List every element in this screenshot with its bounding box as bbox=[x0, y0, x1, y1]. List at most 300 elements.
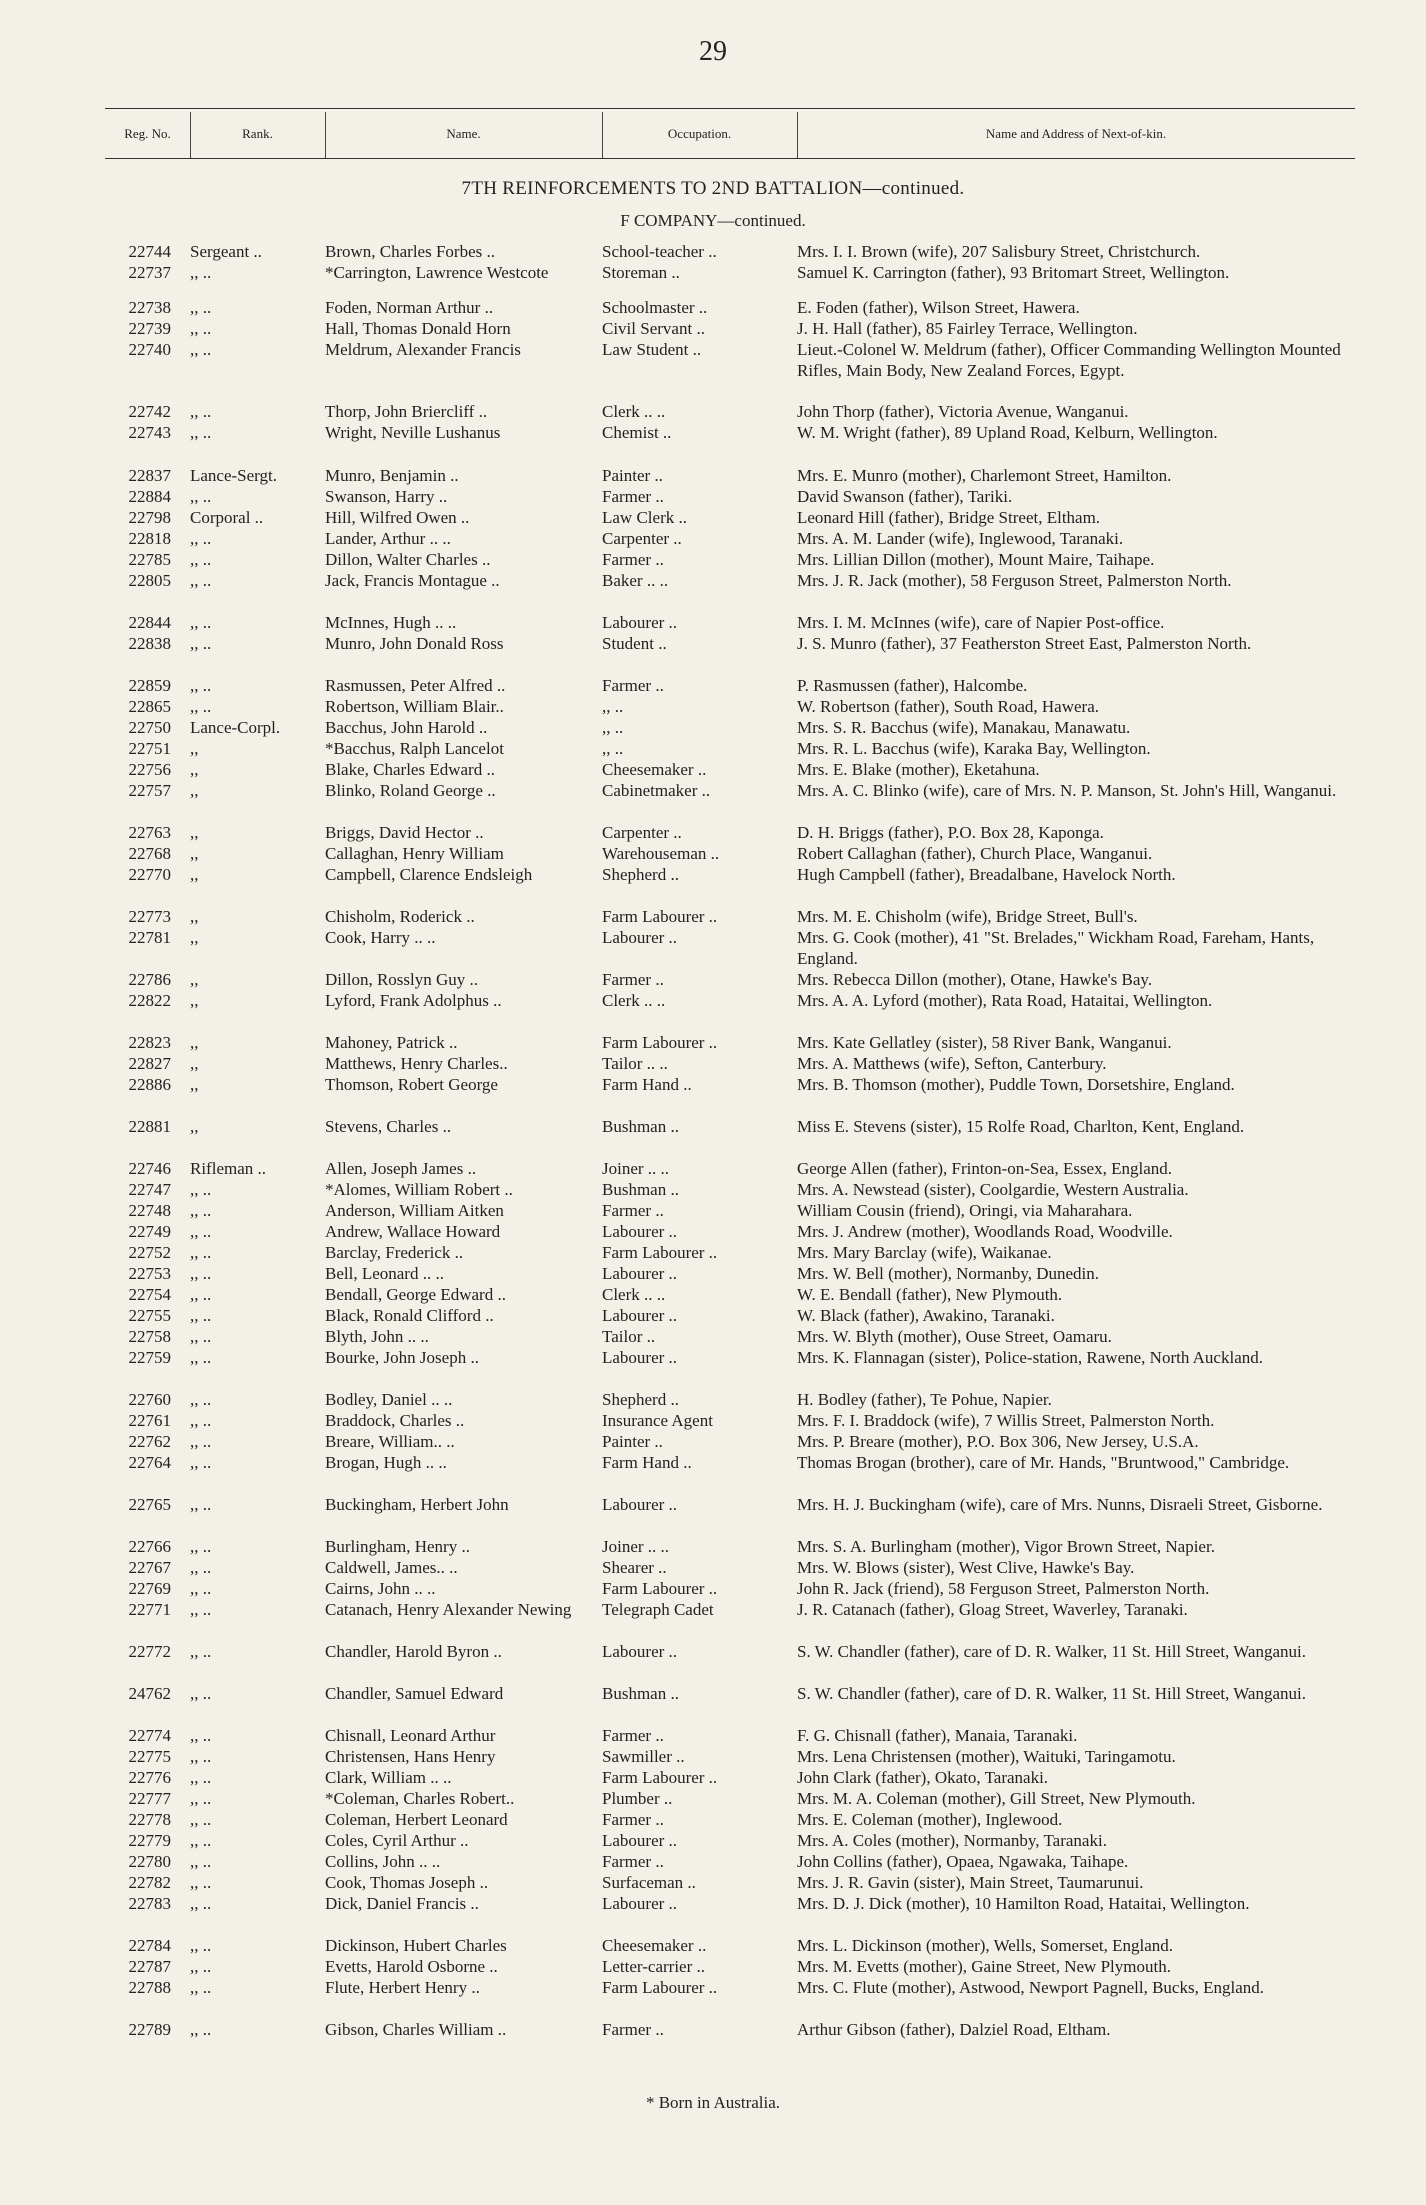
cell-name: Bourke, John Joseph .. bbox=[325, 1348, 479, 1367]
cell-occupation: Labourer .. bbox=[602, 1495, 678, 1514]
cell-name: Allen, Joseph James .. bbox=[325, 1159, 477, 1178]
cell-name: Thomson, Robert George bbox=[325, 1075, 498, 1094]
cell-next-of-kin: Leonard Hill (father), Bridge Street, Eltham. bbox=[797, 508, 1101, 527]
cell-reg: 22743 bbox=[128, 423, 171, 442]
cell-next-of-kin: Mrs. Kate Gellatley (sister), 58 River Bank, Wanganui. bbox=[797, 1033, 1172, 1052]
cell-next-of-kin: Mrs. C. Flute (mother), Astwood, Newport Pagnell, Bucks, England. bbox=[797, 1978, 1264, 1997]
cell-rank: ,, .. bbox=[190, 1957, 212, 1976]
cell-occupation: Farm Labourer .. bbox=[602, 1978, 718, 1997]
cell-name: Collins, John .. .. bbox=[325, 1852, 441, 1871]
cell-rank: Lance-Sergt. bbox=[190, 466, 278, 485]
cell-next-of-kin: Mrs. M. Evetts (mother), Gaine Street, New Plymouth. bbox=[797, 1957, 1171, 1976]
cell-occupation: Sawmiller .. bbox=[602, 1747, 685, 1766]
cell-occupation: Farm Labourer .. bbox=[602, 1033, 718, 1052]
cell-name: Burlingham, Henry .. bbox=[325, 1537, 470, 1556]
cell-name: Cairns, John .. .. bbox=[325, 1579, 436, 1598]
cell-name: Buckingham, Herbert John bbox=[325, 1495, 509, 1514]
cell-reg: 22768 bbox=[128, 844, 171, 863]
cell-reg: 22786 bbox=[128, 970, 171, 989]
cell-rank: ,, bbox=[190, 739, 199, 758]
column-header-reg-no: Reg. No. bbox=[124, 126, 171, 141]
cell-name: Meldrum, Alexander Francis bbox=[325, 340, 521, 359]
cell-next-of-kin: William Cousin (friend), Oringi, via Maharahara. bbox=[797, 1201, 1133, 1220]
cell-occupation: Farmer .. bbox=[602, 1810, 664, 1829]
cell-name: Breare, William.. .. bbox=[325, 1432, 455, 1451]
cell-reg: 22805 bbox=[128, 571, 171, 590]
cell-rank: ,, .. bbox=[190, 571, 212, 590]
cell-next-of-kin: Mrs. P. Breare (mother), P.O. Box 306, New Jersey, U.S.A. bbox=[797, 1432, 1199, 1451]
cell-rank: ,, bbox=[190, 760, 199, 779]
cell-reg: 22783 bbox=[128, 1894, 171, 1913]
cell-rank: ,, bbox=[190, 970, 199, 989]
cell-occupation: Farmer .. bbox=[602, 1201, 664, 1220]
cell-rank: Corporal .. bbox=[190, 508, 264, 527]
cell-occupation: Warehouseman .. bbox=[602, 844, 720, 863]
cell-occupation: Surfaceman .. bbox=[602, 1873, 696, 1892]
cell-next-of-kin: Mrs. Rebecca Dillon (mother), Otane, Hawke's Bay. bbox=[797, 970, 1153, 989]
cell-rank: ,, .. bbox=[190, 1810, 212, 1829]
cell-reg: 22818 bbox=[128, 529, 171, 548]
cell-occupation: Farm Labourer .. bbox=[602, 1579, 718, 1598]
cell-rank: ,, .. bbox=[190, 1831, 212, 1850]
cell-next-of-kin: S. W. Chandler (father), care of D. R. Walker, 11 St. Hill Street, Wanganui. bbox=[797, 1684, 1306, 1703]
cell-name: Munro, John Donald Ross bbox=[325, 634, 504, 653]
cell-next-of-kin: Mrs. K. Flannagan (sister), Police-station, Rawene, North Auckland. bbox=[797, 1348, 1263, 1367]
footnote: * Born in Australia. bbox=[645, 2093, 781, 2112]
cell-reg: 22760 bbox=[128, 1390, 171, 1409]
cell-occupation: Schoolmaster .. bbox=[602, 298, 708, 317]
cell-name: Blinko, Roland George .. bbox=[325, 781, 496, 800]
cell-name: Brogan, Hugh .. .. bbox=[325, 1453, 447, 1472]
cell-occupation: Storeman .. bbox=[602, 263, 680, 282]
cell-reg: 22837 bbox=[128, 466, 171, 485]
cell-rank: ,, .. bbox=[190, 2020, 212, 2039]
cell-next-of-kin: Mrs. J. R. Gavin (sister), Main Street, Taumarunui. bbox=[797, 1873, 1144, 1892]
cell-rank: ,, .. bbox=[190, 529, 212, 548]
cell-occupation: Tailor .. bbox=[602, 1327, 656, 1346]
cell-rank: ,, bbox=[190, 865, 199, 884]
cell-name: Rasmussen, Peter Alfred .. bbox=[325, 676, 506, 695]
cell-name: Swanson, Harry .. bbox=[325, 487, 448, 506]
cell-reg: 22881 bbox=[128, 1117, 171, 1136]
cell-name: *Coleman, Charles Robert.. bbox=[325, 1789, 515, 1808]
cell-next-of-kin: D. H. Briggs (father), P.O. Box 28, Kaponga. bbox=[797, 823, 1104, 842]
cell-rank: ,, .. bbox=[190, 1978, 212, 1997]
cell-occupation: Farmer .. bbox=[602, 970, 664, 989]
cell-name: Thorp, John Briercliff .. bbox=[325, 402, 488, 421]
cell-name: Wright, Neville Lushanus bbox=[325, 423, 501, 442]
cell-next-of-kin: Mrs. Lillian Dillon (mother), Mount Maire, Taihape. bbox=[797, 550, 1155, 569]
cell-reg: 22737 bbox=[128, 263, 171, 282]
cell-occupation: Farm Hand .. bbox=[602, 1075, 692, 1094]
cell-rank: ,, .. bbox=[190, 1222, 212, 1241]
column-header-rank: Rank. bbox=[242, 126, 273, 141]
cell-next-of-kin: Mrs. M. E. Chisholm (wife), Bridge Street, Bull's. bbox=[797, 907, 1138, 926]
cell-rank: ,, .. bbox=[190, 298, 212, 317]
cell-name: Christensen, Hans Henry bbox=[325, 1747, 496, 1766]
cell-name: Stevens, Charles .. bbox=[325, 1117, 452, 1136]
cell-reg: 22739 bbox=[128, 319, 171, 338]
cell-name: Coles, Cyril Arthur .. bbox=[325, 1831, 469, 1850]
cell-name: Catanach, Henry Alexander Newing bbox=[325, 1600, 572, 1619]
cell-reg: 22886 bbox=[128, 1075, 171, 1094]
cell-reg: 22744 bbox=[128, 242, 171, 261]
cell-reg: 22763 bbox=[128, 823, 171, 842]
cell-next-of-kin: Mrs. I. M. McInnes (wife), care of Napier Post-office. bbox=[797, 613, 1165, 632]
cell-reg: 22776 bbox=[128, 1768, 171, 1787]
cell-occupation: Clerk .. .. bbox=[602, 1285, 666, 1304]
cell-rank: ,, .. bbox=[190, 1726, 212, 1745]
cell-rank: ,, bbox=[190, 781, 199, 800]
cell-reg: 22756 bbox=[128, 760, 171, 779]
cell-rank: ,, .. bbox=[190, 613, 212, 632]
cell-name: Bodley, Daniel .. .. bbox=[325, 1390, 453, 1409]
cell-occupation: Tailor .. .. bbox=[602, 1054, 668, 1073]
cell-rank: ,, .. bbox=[190, 1894, 212, 1913]
cell-occupation: Bushman .. bbox=[602, 1117, 679, 1136]
cell-occupation: Labourer .. bbox=[602, 1348, 678, 1367]
cell-name: Callaghan, Henry William bbox=[325, 844, 504, 863]
cell-reg: 22746 bbox=[128, 1159, 171, 1178]
cell-rank: ,, .. bbox=[190, 1768, 212, 1787]
cell-name: Dillon, Rosslyn Guy .. bbox=[325, 970, 479, 989]
cell-rank: ,, bbox=[190, 1075, 199, 1094]
cell-next-of-kin: Arthur Gibson (father), Dalziel Road, Eltham. bbox=[797, 2020, 1111, 2039]
cell-occupation: Labourer .. bbox=[602, 1642, 678, 1661]
cell-occupation: Civil Servant .. bbox=[602, 319, 705, 338]
cell-next-of-kin: P. Rasmussen (father), Halcombe. bbox=[797, 676, 1028, 695]
cell-name: Munro, Benjamin .. bbox=[325, 466, 459, 485]
cell-rank: ,, .. bbox=[190, 1327, 212, 1346]
cell-reg: 22788 bbox=[128, 1978, 171, 1997]
cell-occupation: Shepherd .. bbox=[602, 865, 679, 884]
cell-name: Lyford, Frank Adolphus .. bbox=[325, 991, 502, 1010]
cell-reg: 22753 bbox=[128, 1264, 171, 1283]
cell-name: Clark, William .. .. bbox=[325, 1768, 452, 1787]
cell-reg: 24762 bbox=[128, 1684, 171, 1703]
cell-rank: ,, .. bbox=[190, 1390, 212, 1409]
cell-occupation: Cheesemaker .. bbox=[602, 760, 707, 779]
cell-next-of-kin: John R. Jack (friend), 58 Ferguson Street, Palmerston North. bbox=[797, 1579, 1210, 1598]
cell-next-of-kin: Mrs. F. I. Braddock (wife), 7 Willis Street, Palmerston North. bbox=[797, 1411, 1215, 1430]
cell-name: Black, Ronald Clifford .. bbox=[325, 1306, 494, 1325]
cell-next-of-kin: Mrs. S. A. Burlingham (mother), Vigor Brown Street, Napier. bbox=[797, 1537, 1215, 1556]
cell-rank: ,, bbox=[190, 1033, 199, 1052]
cell-occupation: Labourer .. bbox=[602, 1264, 678, 1283]
cell-reg: 22764 bbox=[128, 1453, 171, 1472]
cell-name: Foden, Norman Arthur .. bbox=[325, 298, 494, 317]
cell-reg: 22769 bbox=[128, 1579, 171, 1598]
cell-occupation: Farmer .. bbox=[602, 1726, 664, 1745]
cell-occupation: Farm Labourer .. bbox=[602, 1768, 718, 1787]
cell-name: Campbell, Clarence Endsleigh bbox=[325, 865, 533, 884]
cell-reg: 22762 bbox=[128, 1432, 171, 1451]
cell-rank: ,, .. bbox=[190, 1201, 212, 1220]
cell-rank: ,, .. bbox=[190, 1432, 212, 1451]
cell-name: Caldwell, James.. .. bbox=[325, 1558, 458, 1577]
cell-next-of-kin: F. G. Chisnall (father), Manaia, Taranaki. bbox=[797, 1726, 1078, 1745]
cell-next-of-kin: J. R. Catanach (father), Gloag Street, Waverley, Taranaki. bbox=[797, 1600, 1188, 1619]
cell-rank: ,, .. bbox=[190, 263, 212, 282]
cell-name: Coleman, Herbert Leonard bbox=[325, 1810, 508, 1829]
cell-next-of-kin: John Thorp (father), Victoria Avenue, Wanganui. bbox=[797, 402, 1129, 421]
cell-name: *Carrington, Lawrence Westcote bbox=[325, 263, 549, 282]
cell-reg: 22765 bbox=[128, 1495, 171, 1514]
cell-next-of-kin: Mrs. A. M. Lander (wife), Inglewood, Taranaki. bbox=[797, 529, 1124, 548]
cell-name: Chandler, Samuel Edward bbox=[325, 1684, 504, 1703]
cell-rank: ,, .. bbox=[190, 1852, 212, 1871]
cell-next-of-kin: Lieut.-Colonel W. Meldrum (father), Officer Commanding Wellington Mounted Rifles, Main Body, New Zealand Forces, Egypt. bbox=[797, 340, 1341, 380]
cell-name: Dillon, Walter Charles .. bbox=[325, 550, 491, 569]
cell-name: Hill, Wilfred Owen .. bbox=[325, 508, 470, 527]
page-number: 29 bbox=[699, 36, 727, 67]
cell-next-of-kin: Mrs. A. Matthews (wife), Sefton, Canterbury. bbox=[797, 1054, 1107, 1073]
cell-occupation: Insurance Agent bbox=[602, 1411, 713, 1430]
cell-rank: ,, .. bbox=[190, 1411, 212, 1430]
cell-rank: ,, .. bbox=[190, 1537, 212, 1556]
cell-rank: ,, bbox=[190, 823, 199, 842]
cell-next-of-kin: W. Robertson (father), South Road, Hawera. bbox=[797, 697, 1099, 716]
cell-occupation: Farmer .. bbox=[602, 487, 664, 506]
cell-reg: 22787 bbox=[128, 1957, 171, 1976]
cell-reg: 22761 bbox=[128, 1411, 171, 1430]
cell-rank: ,, bbox=[190, 1117, 199, 1136]
cell-reg: 22844 bbox=[128, 613, 171, 632]
cell-rank: ,, .. bbox=[190, 1264, 212, 1283]
section-title: 7TH REINFORCEMENTS TO 2ND BATTALION—continued. bbox=[461, 178, 965, 199]
cell-next-of-kin: W. E. Bendall (father), New Plymouth. bbox=[797, 1285, 1063, 1304]
cell-occupation: Farm Labourer .. bbox=[602, 907, 718, 926]
cell-rank: ,, .. bbox=[190, 319, 212, 338]
cell-reg: 22789 bbox=[128, 2020, 171, 2039]
cell-rank: ,, .. bbox=[190, 1306, 212, 1325]
cell-next-of-kin: S. W. Chandler (father), care of D. R. Walker, 11 St. Hill Street, Wanganui. bbox=[797, 1642, 1306, 1661]
cell-next-of-kin: Mrs. R. L. Bacchus (wife), Karaka Bay, Wellington. bbox=[797, 739, 1151, 758]
cell-name: Mahoney, Patrick .. bbox=[325, 1033, 458, 1052]
cell-name: Dickinson, Hubert Charles bbox=[325, 1936, 507, 1955]
cell-reg: 22884 bbox=[128, 487, 171, 506]
cell-reg: 22823 bbox=[128, 1033, 171, 1052]
cell-occupation: Law Student .. bbox=[602, 340, 702, 359]
cell-rank: ,, .. bbox=[190, 634, 212, 653]
cell-occupation: Labourer .. bbox=[602, 1222, 678, 1241]
cell-occupation: ,, .. bbox=[602, 718, 624, 737]
cell-name: Cook, Harry .. .. bbox=[325, 928, 436, 947]
cell-next-of-kin: Mrs. E. Coleman (mother), Inglewood. bbox=[797, 1810, 1063, 1829]
cell-next-of-kin: Mrs. G. Cook (mother), 41 "St. Brelades," Wickham Road, Fareham, Hants, England. bbox=[797, 928, 1315, 968]
cell-rank: ,, .. bbox=[190, 423, 212, 442]
cell-rank: ,, .. bbox=[190, 487, 212, 506]
cell-rank: ,, bbox=[190, 907, 199, 926]
cell-name: Dick, Daniel Francis .. bbox=[325, 1894, 479, 1913]
cell-occupation: Cabinetmaker .. bbox=[602, 781, 711, 800]
cell-name: Cook, Thomas Joseph .. bbox=[325, 1873, 489, 1892]
cell-rank: Lance-Corpl. bbox=[190, 718, 281, 737]
cell-occupation: Carpenter .. bbox=[602, 529, 682, 548]
cell-name: Bell, Leonard .. .. bbox=[325, 1264, 444, 1283]
cell-next-of-kin: George Allen (father), Frinton-on-Sea, Essex, England. bbox=[797, 1159, 1173, 1178]
cell-next-of-kin: Mrs. J. R. Jack (mother), 58 Ferguson Street, Palmerston North. bbox=[797, 571, 1232, 590]
cell-occupation: Bushman .. bbox=[602, 1180, 679, 1199]
cell-reg: 22774 bbox=[128, 1726, 171, 1745]
cell-rank: ,, .. bbox=[190, 1642, 212, 1661]
cell-reg: 22782 bbox=[128, 1873, 171, 1892]
cell-reg: 22740 bbox=[128, 340, 171, 359]
cell-next-of-kin: Mrs. H. J. Buckingham (wife), care of Mrs. Nunns, Disraeli Street, Gisborne. bbox=[797, 1495, 1323, 1514]
cell-occupation: Shearer .. bbox=[602, 1558, 667, 1577]
cell-occupation: Student .. bbox=[602, 634, 667, 653]
cell-rank: ,, .. bbox=[190, 1285, 212, 1304]
cell-rank: ,, .. bbox=[190, 1747, 212, 1766]
cell-rank: ,, .. bbox=[190, 340, 212, 359]
cell-next-of-kin: Mrs. W. Bell (mother), Normanby, Dunedin. bbox=[797, 1264, 1100, 1283]
cell-occupation: Labourer .. bbox=[602, 1894, 678, 1913]
cell-reg: 22779 bbox=[128, 1831, 171, 1850]
cell-reg: 22772 bbox=[128, 1642, 171, 1661]
cell-next-of-kin: Thomas Brogan (brother), care of Mr. Hands, "Bruntwood," Cambridge. bbox=[797, 1453, 1290, 1472]
cell-occupation: Farmer .. bbox=[602, 2020, 664, 2039]
cell-next-of-kin: Mrs. E. Blake (mother), Eketahuna. bbox=[797, 760, 1040, 779]
cell-rank: ,, bbox=[190, 1054, 199, 1073]
cell-name: McInnes, Hugh .. .. bbox=[325, 613, 457, 632]
cell-rank: ,, .. bbox=[190, 1558, 212, 1577]
cell-name: Hall, Thomas Donald Horn bbox=[325, 319, 511, 338]
cell-rank: ,, .. bbox=[190, 1684, 212, 1703]
cell-next-of-kin: John Clark (father), Okato, Taranaki. bbox=[797, 1768, 1049, 1787]
cell-reg: 22775 bbox=[128, 1747, 171, 1766]
cell-next-of-kin: John Collins (father), Opaea, Ngawaka, Taihape. bbox=[797, 1852, 1129, 1871]
cell-occupation: ,, .. bbox=[602, 739, 624, 758]
cell-occupation: Bushman .. bbox=[602, 1684, 679, 1703]
cell-name: Gibson, Charles William .. bbox=[325, 2020, 507, 2039]
cell-reg: 22758 bbox=[128, 1327, 171, 1346]
cell-name: Chandler, Harold Byron .. bbox=[325, 1642, 502, 1661]
cell-next-of-kin: Mrs. M. A. Coleman (mother), Gill Street, New Plymouth. bbox=[797, 1789, 1196, 1808]
cell-rank: ,, .. bbox=[190, 402, 212, 421]
cell-name: Andrew, Wallace Howard bbox=[325, 1222, 501, 1241]
cell-reg: 22827 bbox=[128, 1054, 171, 1073]
cell-name: Jack, Francis Montague .. bbox=[325, 571, 500, 590]
cell-occupation: Chemist .. bbox=[602, 423, 672, 442]
cell-next-of-kin: Mrs. B. Thomson (mother), Puddle Town, Dorsetshire, England. bbox=[797, 1075, 1235, 1094]
cell-reg: 22750 bbox=[128, 718, 171, 737]
cell-occupation: Joiner .. .. bbox=[602, 1537, 670, 1556]
cell-next-of-kin: Miss E. Stevens (sister), 15 Rolfe Road, Charlton, Kent, England. bbox=[797, 1117, 1245, 1136]
cell-name: Bacchus, John Harold .. bbox=[325, 718, 488, 737]
cell-next-of-kin: Mrs. A. A. Lyford (mother), Rata Road, Hataitai, Wellington. bbox=[797, 991, 1213, 1010]
cell-rank: ,, .. bbox=[190, 1243, 212, 1262]
cell-occupation: Painter .. bbox=[602, 466, 663, 485]
cell-reg: 22838 bbox=[128, 634, 171, 653]
cell-reg: 22778 bbox=[128, 1810, 171, 1829]
cell-next-of-kin: Robert Callaghan (father), Church Place, Wanganui. bbox=[797, 844, 1153, 863]
subsection-title: F COMPANY—continued. bbox=[620, 211, 806, 230]
cell-occupation: Labourer .. bbox=[602, 1306, 678, 1325]
cell-name: Robertson, William Blair.. bbox=[325, 697, 504, 716]
cell-rank: ,, .. bbox=[190, 1936, 212, 1955]
cell-occupation: Clerk .. .. bbox=[602, 402, 666, 421]
cell-rank: Sergeant .. bbox=[190, 242, 262, 261]
cell-occupation: Farm Labourer .. bbox=[602, 1243, 718, 1262]
cell-name: Anderson, William Aitken bbox=[325, 1201, 504, 1220]
cell-name: Flute, Herbert Henry .. bbox=[325, 1978, 480, 1997]
cell-name: Briggs, David Hector .. bbox=[325, 823, 484, 842]
cell-reg: 22798 bbox=[128, 508, 171, 527]
cell-next-of-kin: J. S. Munro (father), 37 Featherston Street East, Palmerston North. bbox=[797, 634, 1252, 653]
cell-rank: ,, .. bbox=[190, 1873, 212, 1892]
cell-name: Blake, Charles Edward .. bbox=[325, 760, 495, 779]
cell-rank: ,, .. bbox=[190, 676, 212, 695]
cell-reg: 22859 bbox=[128, 676, 171, 695]
cell-occupation: Baker .. .. bbox=[602, 571, 669, 590]
cell-rank: ,, .. bbox=[190, 1180, 212, 1199]
cell-rank: ,, bbox=[190, 928, 199, 947]
cell-next-of-kin: Mrs. L. Dickinson (mother), Wells, Somerset, England. bbox=[797, 1936, 1174, 1955]
cell-name: Brown, Charles Forbes .. bbox=[325, 242, 495, 261]
cell-name: *Bacchus, Ralph Lancelot bbox=[325, 739, 504, 758]
cell-next-of-kin: Mrs. I. I. Brown (wife), 207 Salisbury Street, Christchurch. bbox=[797, 242, 1201, 261]
cell-next-of-kin: W. Black (father), Awakino, Taranaki. bbox=[797, 1306, 1055, 1325]
cell-reg: 22822 bbox=[128, 991, 171, 1010]
column-header-name: Name. bbox=[446, 126, 481, 141]
cell-reg: 22767 bbox=[128, 1558, 171, 1577]
cell-next-of-kin: Mrs. W. Blows (sister), West Clive, Hawke's Bay. bbox=[797, 1558, 1135, 1577]
cell-next-of-kin: Mrs. Mary Barclay (wife), Waikanae. bbox=[797, 1243, 1052, 1262]
cell-reg: 22865 bbox=[128, 697, 171, 716]
cell-next-of-kin: H. Bodley (father), Te Pohue, Napier. bbox=[797, 1390, 1052, 1409]
cell-reg: 22755 bbox=[128, 1306, 171, 1325]
cell-reg: 22784 bbox=[128, 1936, 171, 1955]
cell-reg: 22771 bbox=[128, 1600, 171, 1619]
cell-rank: ,, .. bbox=[190, 1348, 212, 1367]
cell-name: Lander, Arthur .. .. bbox=[325, 529, 451, 548]
cell-name: Blyth, John .. .. bbox=[325, 1327, 429, 1346]
cell-next-of-kin: Mrs. E. Munro (mother), Charlemont Street, Hamilton. bbox=[797, 466, 1172, 485]
cell-occupation: Farmer .. bbox=[602, 550, 664, 569]
cell-occupation: Farmer .. bbox=[602, 1852, 664, 1871]
cell-reg: 22766 bbox=[128, 1537, 171, 1556]
cell-name: Barclay, Frederick .. bbox=[325, 1243, 464, 1262]
cell-next-of-kin: David Swanson (father), Tariki. bbox=[797, 487, 1013, 506]
cell-reg: 22748 bbox=[128, 1201, 171, 1220]
cell-reg: 22754 bbox=[128, 1285, 171, 1304]
cell-reg: 22773 bbox=[128, 907, 171, 926]
cell-occupation: Letter-carrier .. bbox=[602, 1957, 705, 1976]
cell-rank: ,, .. bbox=[190, 550, 212, 569]
cell-next-of-kin: W. M. Wright (father), 89 Upland Road, Kelburn, Wellington. bbox=[797, 423, 1218, 442]
cell-occupation: Carpenter .. bbox=[602, 823, 682, 842]
cell-rank: ,, .. bbox=[190, 1495, 212, 1514]
cell-reg: 22780 bbox=[128, 1852, 171, 1871]
cell-name: Chisnall, Leonard Arthur bbox=[325, 1726, 496, 1745]
column-header-occupation: Occupation. bbox=[667, 126, 732, 141]
cell-next-of-kin: Mrs. Lena Christensen (mother), Waituki, Taringamotu. bbox=[797, 1747, 1176, 1766]
cell-occupation: Painter .. bbox=[602, 1432, 663, 1451]
cell-rank: ,, .. bbox=[190, 1579, 212, 1598]
cell-next-of-kin: E. Foden (father), Wilson Street, Hawera. bbox=[797, 298, 1080, 317]
cell-occupation: Telegraph Cadet bbox=[602, 1600, 714, 1619]
cell-occupation: Farm Hand .. bbox=[602, 1453, 692, 1472]
cell-reg: 22781 bbox=[128, 928, 171, 947]
cell-occupation: Clerk .. .. bbox=[602, 991, 666, 1010]
cell-reg: 22747 bbox=[128, 1180, 171, 1199]
cell-occupation: School-teacher .. bbox=[602, 242, 717, 261]
cell-next-of-kin: Mrs. S. R. Bacchus (wife), Manakau, Manawatu. bbox=[797, 718, 1131, 737]
cell-occupation: Labourer .. bbox=[602, 1831, 678, 1850]
cell-rank: ,, bbox=[190, 991, 199, 1010]
cell-name: Evetts, Harold Osborne .. bbox=[325, 1957, 498, 1976]
cell-next-of-kin: Mrs. A. C. Blinko (wife), care of Mrs. N. P. Manson, St. John's Hill, Wanganui. bbox=[797, 781, 1337, 800]
